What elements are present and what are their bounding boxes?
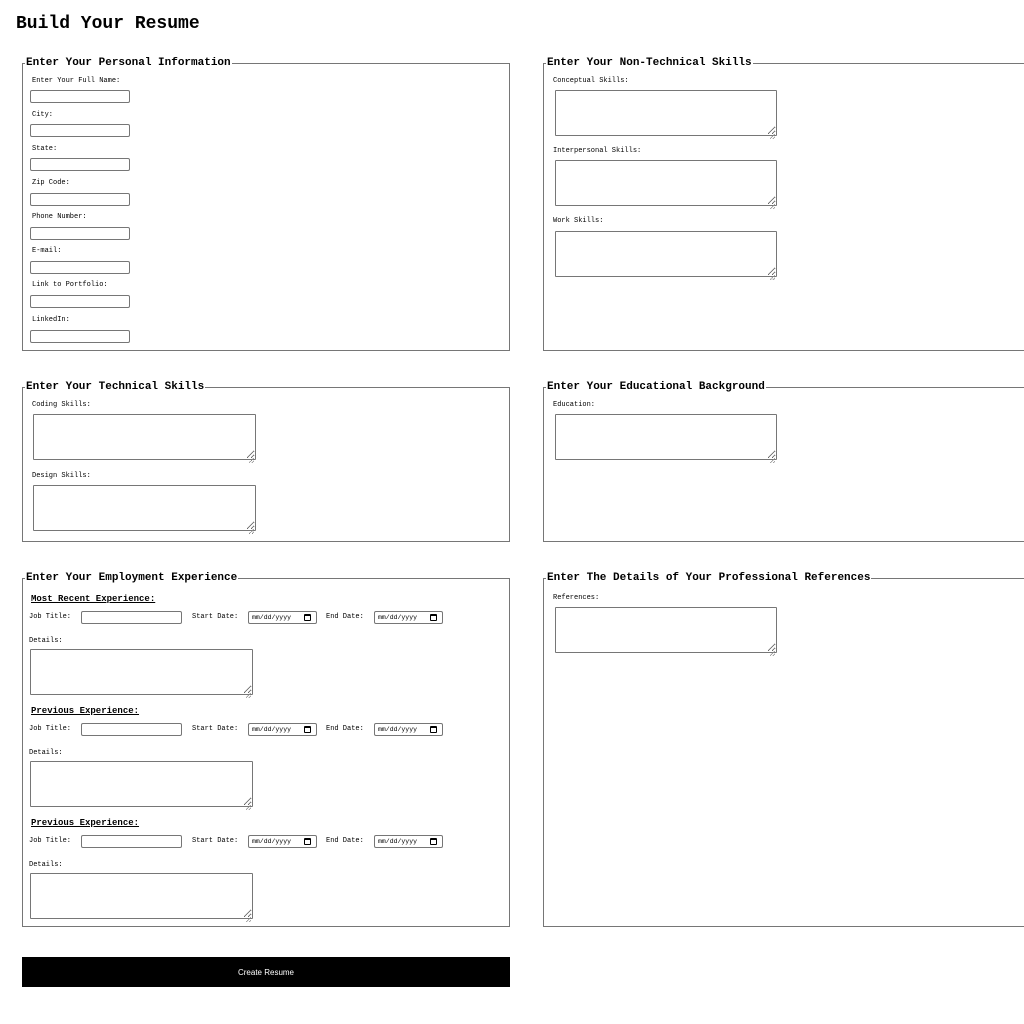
employment-legend: Enter Your Employment Experience <box>26 572 238 584</box>
references-label: References: <box>553 594 600 602</box>
city-label: City: <box>32 111 54 119</box>
end-date-input[interactable] <box>374 835 443 848</box>
linkedin-label: LinkedIn: <box>32 316 70 324</box>
calendar-icon[interactable] <box>430 838 437 845</box>
calendar-icon[interactable] <box>304 614 311 621</box>
portfolio-input[interactable] <box>30 295 130 308</box>
work-skills-label: Work Skills: <box>553 217 604 225</box>
linkedin-input[interactable] <box>30 330 130 343</box>
job-title-label: Job Title: <box>29 837 72 845</box>
previous-experience-heading: Previous Experience: <box>31 706 140 716</box>
date-placeholder: mm/dd/yyyy <box>378 614 418 621</box>
end-date-input[interactable] <box>374 611 443 624</box>
interpersonal-skills-textarea[interactable] <box>555 160 777 206</box>
technical-skills-section <box>22 381 510 542</box>
portfolio-label: Link to Portfolio: <box>32 281 108 289</box>
work-skills-textarea[interactable] <box>555 231 777 277</box>
job-title-input[interactable] <box>81 723 182 736</box>
start-date-label: Start Date: <box>192 613 239 621</box>
end-date-label: End Date: <box>326 725 364 733</box>
education-label: Education: <box>553 401 596 409</box>
date-placeholder: mm/dd/yyyy <box>252 726 292 733</box>
calendar-icon[interactable] <box>430 614 437 621</box>
end-date-input[interactable] <box>374 723 443 736</box>
design-skills-label: Design Skills: <box>32 472 91 480</box>
phone-number-input[interactable] <box>30 227 130 240</box>
details-label: Details: <box>29 637 63 645</box>
phone-number-label: Phone Number: <box>32 213 87 221</box>
references-section <box>543 572 1024 927</box>
email-label: E-mail: <box>32 247 62 255</box>
full-name-input[interactable] <box>30 90 130 103</box>
calendar-icon[interactable] <box>430 726 437 733</box>
start-date-input[interactable] <box>248 835 317 848</box>
city-input[interactable] <box>30 124 130 137</box>
most-recent-experience-heading: Most Recent Experience: <box>31 594 156 604</box>
coding-skills-textarea[interactable] <box>33 414 256 460</box>
calendar-icon[interactable] <box>304 726 311 733</box>
references-legend: Enter The Details of Your Professional References <box>547 572 871 584</box>
job-title-label: Job Title: <box>29 725 72 733</box>
nontechnical-skills-section <box>543 57 1024 351</box>
conceptual-skills-label: Conceptual Skills: <box>553 77 629 85</box>
create-resume-button[interactable]: Create Resume <box>22 957 510 987</box>
details-label: Details: <box>29 749 63 757</box>
start-date-label: Start Date: <box>192 725 239 733</box>
date-placeholder: mm/dd/yyyy <box>252 838 292 845</box>
interpersonal-skills-label: Interpersonal Skills: <box>553 147 642 155</box>
previous-experience-heading: Previous Experience: <box>31 818 140 828</box>
conceptual-skills-textarea[interactable] <box>555 90 777 136</box>
job-title-label: Job Title: <box>29 613 72 621</box>
date-placeholder: mm/dd/yyyy <box>252 614 292 621</box>
job-title-input[interactable] <box>81 835 182 848</box>
personal-info-legend: Enter Your Personal Information <box>26 57 231 69</box>
design-skills-textarea[interactable] <box>33 485 256 531</box>
date-placeholder: mm/dd/yyyy <box>378 838 418 845</box>
email-input[interactable] <box>30 261 130 274</box>
education-section <box>543 381 1024 542</box>
coding-skills-label: Coding Skills: <box>32 401 91 409</box>
job-title-input[interactable] <box>81 611 182 624</box>
zip-code-input[interactable] <box>30 193 130 206</box>
education-textarea[interactable] <box>555 414 777 460</box>
references-textarea[interactable] <box>555 607 777 653</box>
start-date-label: Start Date: <box>192 837 239 845</box>
end-date-label: End Date: <box>326 613 364 621</box>
page-title: Build Your Resume <box>16 14 200 34</box>
full-name-label: Enter Your Full Name: <box>32 77 121 85</box>
zip-code-label: Zip Code: <box>32 179 70 187</box>
start-date-input[interactable] <box>248 723 317 736</box>
employment-section <box>22 572 510 927</box>
personal-info-section <box>22 57 510 351</box>
details-label: Details: <box>29 861 63 869</box>
end-date-label: End Date: <box>326 837 364 845</box>
details-textarea[interactable] <box>30 761 253 807</box>
details-textarea[interactable] <box>30 649 253 695</box>
technical-skills-legend: Enter Your Technical Skills <box>26 381 205 393</box>
nontechnical-skills-legend: Enter Your Non-Technical Skills <box>547 57 752 69</box>
start-date-input[interactable] <box>248 611 317 624</box>
state-input[interactable] <box>30 158 130 171</box>
details-textarea[interactable] <box>30 873 253 919</box>
date-placeholder: mm/dd/yyyy <box>378 726 418 733</box>
state-label: State: <box>32 145 58 153</box>
education-legend: Enter Your Educational Background <box>547 381 765 393</box>
calendar-icon[interactable] <box>304 838 311 845</box>
